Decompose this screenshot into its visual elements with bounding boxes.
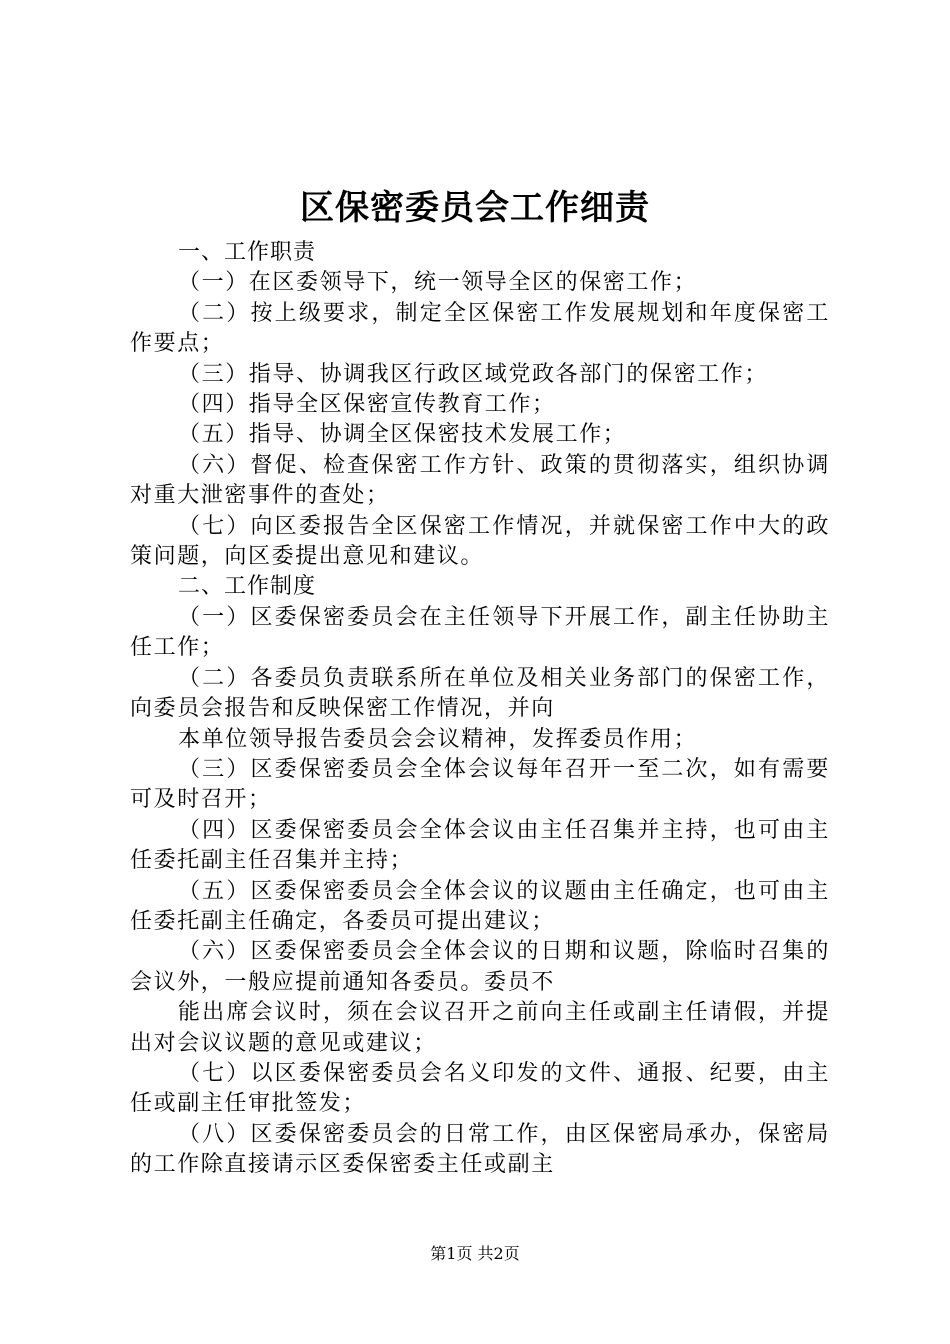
duty-item-1: （一）在区委领导下，统一领导全区的保密工作； bbox=[178, 270, 698, 296]
rule-item-6: （六）区委保密委员会全体会议的日期和议题，除临时召集的会议外，一般应提前通知各委员。委员不 bbox=[130, 939, 830, 995]
rule-item-2-continued: 本单位领导报告委员会会议精神，发挥委员作用； bbox=[178, 726, 698, 752]
rule-item-7: （七）以区委保密委员会名义印发的文件、通报、纪要，由主任或副主任审批签发； bbox=[130, 1060, 830, 1117]
document-body bbox=[130, 238, 830, 1181]
rule-item-5: （五）区委保密委员会全体会议的议题由主任确定，也可由主任委托副主任确定，各委员可提出建议； bbox=[130, 878, 830, 934]
rule-item-8: （八）区委保密委员会的日常工作，由区保密局承办，保密局的工作除直接请示区委保密委主任或副主 bbox=[130, 1121, 830, 1178]
page-number-footer: 第1页 共2页 bbox=[430, 1244, 520, 1263]
duty-item-5: （五）指导、协调全区保密技术发展工作； bbox=[178, 422, 627, 448]
duty-item-6: （六）督促、检查保密工作方针、政策的贯彻落实，组织协调对重大泄密事件的查处； bbox=[130, 452, 830, 509]
section-heading-rules: 二、工作制度 bbox=[178, 574, 317, 600]
duty-item-2: （二）按上级要求，制定全区保密工作发展规划和年度保密工作要点； bbox=[130, 300, 830, 357]
rule-item-4: （四）区委保密委员会全体会议由主任召集并主持，也可由主任委托副主任召集并主持； bbox=[130, 817, 830, 874]
duty-item-3: （三）指导、协调我区行政区域党政各部门的保密工作； bbox=[178, 361, 769, 387]
rule-item-2: （二）各委员负责联系所在单位及相关业务部门的保密工作，向委员会报告和反映保密工作情况，并向 bbox=[130, 665, 830, 722]
rule-item-6-continued: 能出席会议时，须在会议召开之前向主任或副主任请假，并提出对会议议题的意见或建议； bbox=[130, 1000, 830, 1056]
rule-item-1: （一）区委保密委员会在主任领导下开展工作，副主任协助主任工作； bbox=[130, 604, 830, 661]
document-title: 区保密委员会工作细责 bbox=[300, 188, 650, 228]
section-heading-duties: 一、工作职责 bbox=[178, 240, 317, 265]
duty-item-4: （四）指导全区保密宣传教育工作； bbox=[178, 392, 556, 418]
duty-item-7: （七）向区委报告全区保密工作情况，并就保密工作中大的政策问题，向区委提出意见和建议。 bbox=[130, 513, 830, 570]
rule-item-3: （三）区委保密委员会全体会议每年召开一至二次，如有需要可及时召开； bbox=[130, 756, 830, 813]
